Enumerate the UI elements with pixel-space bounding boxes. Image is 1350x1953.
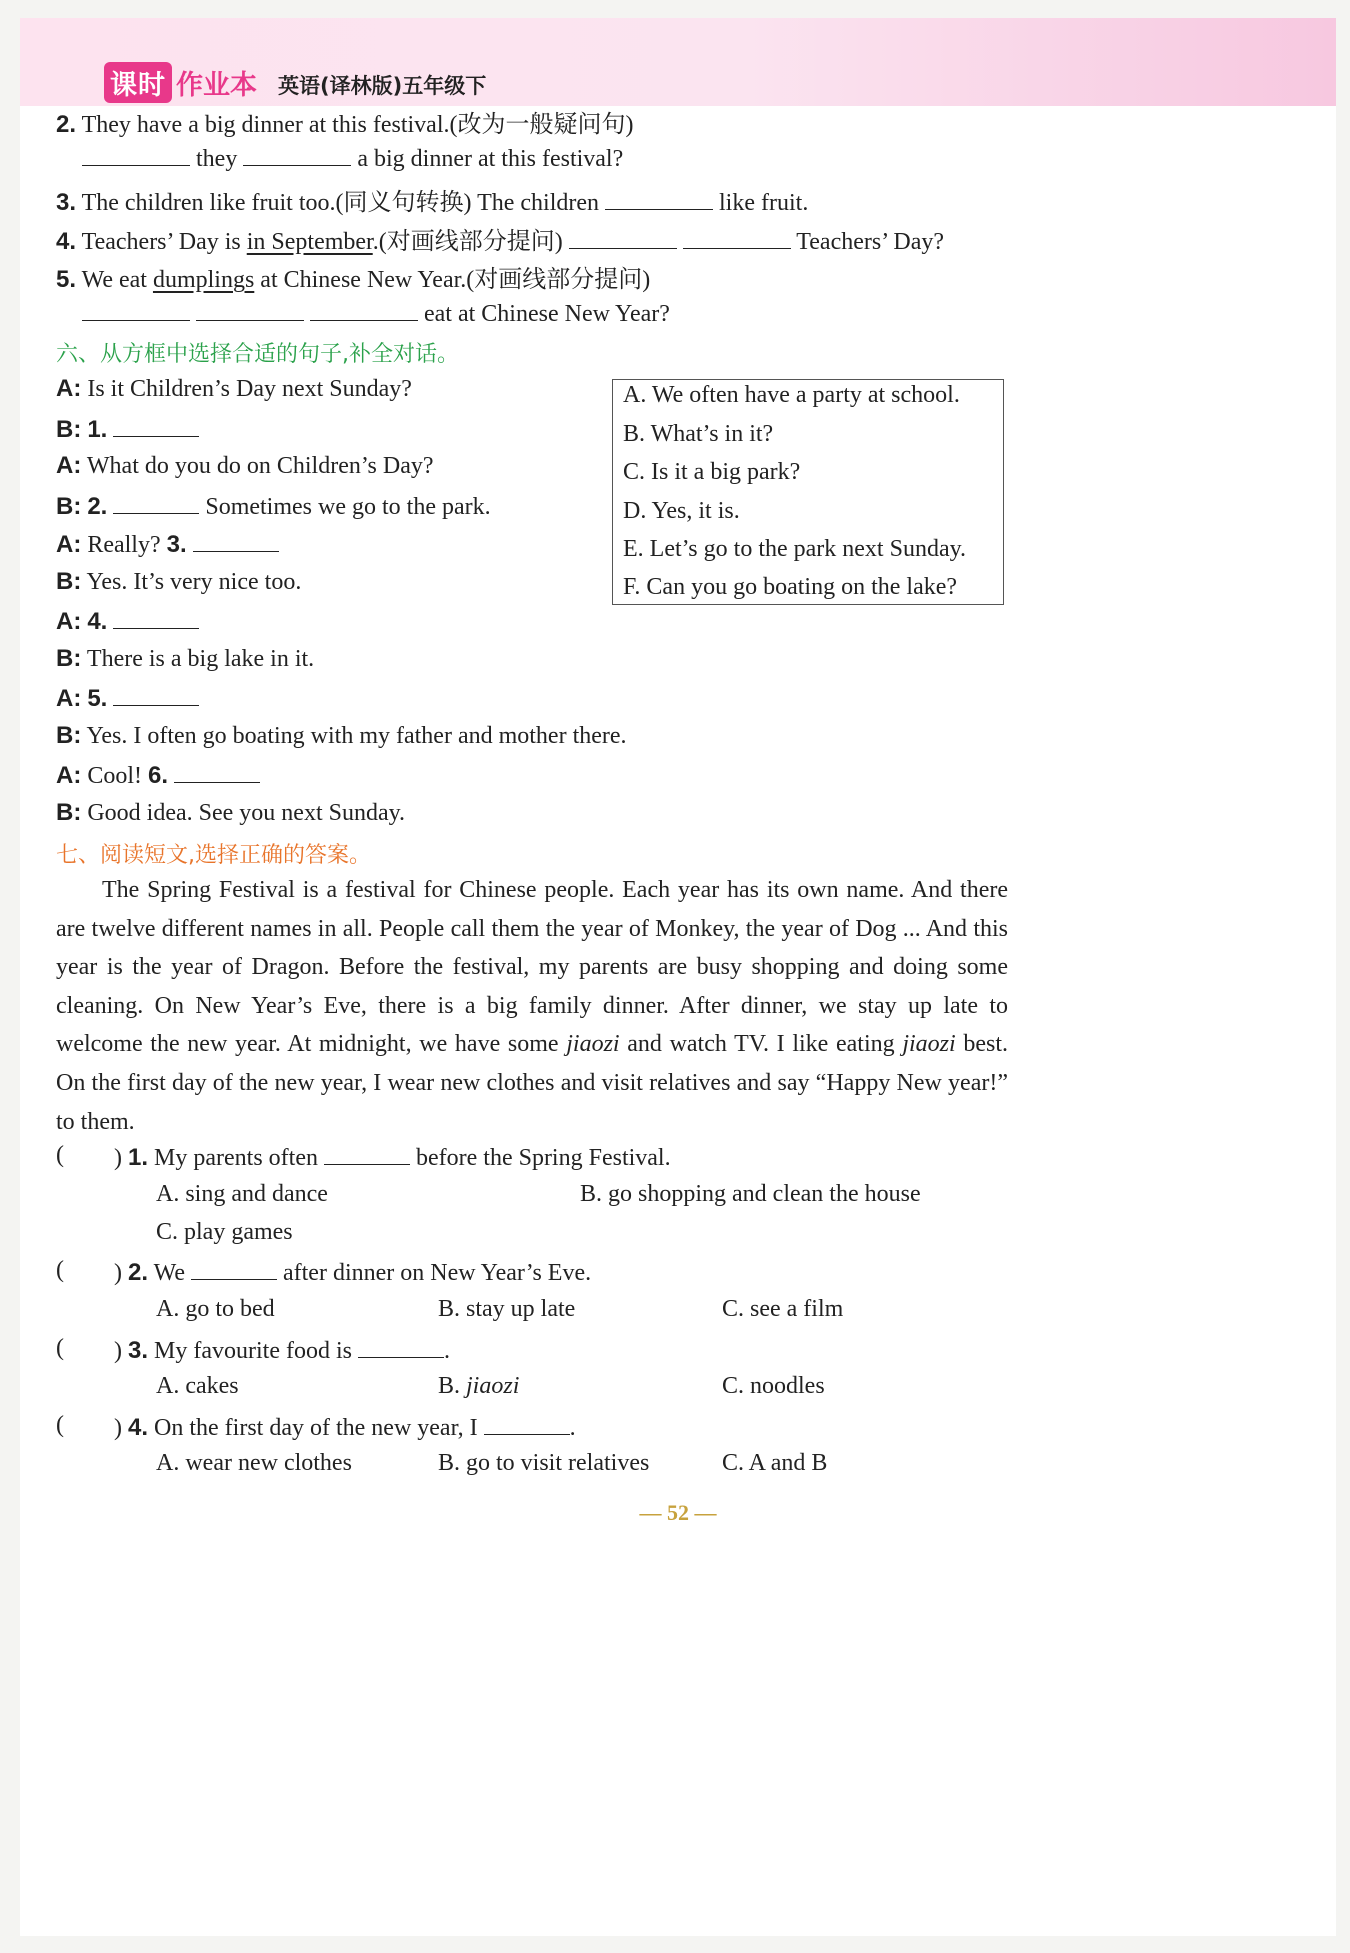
choice-option: B. go shopping and clean the house — [580, 1181, 921, 1207]
passage-text: best. On the first day of the new year, I wear new clothes and visit relatives and say “Happy New year!” to them. — [56, 1031, 1009, 1135]
option-c: C. Is it a big park? — [623, 459, 801, 485]
answer-blank[interactable] — [243, 143, 351, 166]
dialogue-line — [56, 645, 314, 673]
speaker-label: A: — [56, 685, 82, 712]
choice-option: A. go to bed — [156, 1296, 275, 1322]
answer-slot[interactable] — [70, 1144, 110, 1172]
book-title: 英语(译林版)五年级下 — [278, 74, 487, 98]
answer-paren-open: ( — [56, 1257, 64, 1283]
section-7-title: 七、阅读短文,选择正确的答案。 — [56, 843, 371, 868]
section-6-title: 六、从方框中选择合适的句子,补全对话。 — [56, 342, 459, 367]
choice-option: B. jiaozi — [438, 1373, 520, 1399]
dialogue-text: Cool! — [87, 763, 142, 789]
page-number: — 52 — — [639, 1500, 717, 1525]
q5-2-answer-line — [82, 143, 623, 173]
speaker-label: A: — [56, 762, 82, 789]
logo-text: 作业本 — [176, 70, 257, 101]
choice-option: B. stay up late — [438, 1296, 576, 1322]
passage-italic-word: jiaozi — [566, 1031, 620, 1058]
answer-blank[interactable] — [196, 298, 304, 321]
speaker-label: B: — [56, 567, 82, 595]
answer-blank[interactable] — [683, 226, 791, 249]
speaker-label: B: — [56, 798, 82, 826]
dialogue-line — [56, 606, 199, 636]
q5-5-line — [56, 259, 650, 294]
question-stem: . — [569, 1415, 576, 1441]
answer-blank[interactable] — [113, 683, 199, 706]
answer-paren-close: ) — [114, 1145, 122, 1171]
dialogue-text: Good idea. See you next Sunday. — [87, 799, 406, 826]
question-stem: We — [153, 1260, 185, 1286]
question-number: 1. — [128, 1144, 149, 1171]
reading-passage — [56, 871, 1008, 1141]
dialogue-line — [56, 452, 434, 480]
option-e: E. Let’s go to the park next Sunday. — [623, 536, 967, 562]
question-line — [114, 1142, 671, 1172]
choice-option: A. wear new clothes — [156, 1450, 352, 1476]
answer-slot[interactable] — [70, 1337, 110, 1365]
option-a: A. We often have a party at school. — [623, 382, 960, 408]
choice-option: A. cakes — [156, 1373, 239, 1399]
speaker-label: A: — [56, 531, 82, 558]
answer-blank[interactable] — [310, 298, 418, 321]
dialogue-line — [56, 722, 627, 750]
question-line — [114, 1335, 450, 1365]
answer-blank[interactable] — [174, 760, 260, 783]
question-number: 4. — [128, 1414, 149, 1441]
dialogue-line — [56, 799, 405, 827]
q-text: Teachers’ Day is — [81, 229, 241, 255]
blank-number: 3. — [166, 531, 187, 558]
q-number: 4. — [56, 228, 77, 255]
answer-blank[interactable] — [113, 606, 199, 629]
speaker-label: A: — [56, 608, 82, 635]
dialogue-line — [56, 568, 301, 596]
dialogue-line — [56, 683, 199, 713]
answer-paren-open: ( — [56, 1335, 64, 1361]
choice-option: C. A and B — [722, 1450, 828, 1476]
answer-paren-open: ( — [56, 1142, 64, 1168]
dialogue-line — [56, 414, 199, 444]
dialogue-text: There is a big lake in it. — [86, 645, 315, 672]
option-b: B. What’s in it? — [623, 421, 774, 447]
q-number: 3. — [56, 189, 77, 216]
blank-number: 2. — [87, 492, 108, 520]
answer-slot[interactable] — [70, 1414, 110, 1442]
question-stem: before the Spring Festival. — [415, 1145, 671, 1171]
option-d: D. Yes, it is. — [623, 498, 740, 524]
options-box — [612, 379, 1004, 605]
answer-paren-close: ) — [114, 1415, 122, 1441]
choice-option: C. play games — [156, 1219, 293, 1245]
q5-3-line — [56, 182, 808, 217]
q-number: 2. — [56, 111, 77, 138]
blank-number: 5. — [87, 685, 108, 712]
q5-2-line — [56, 104, 633, 139]
q-text: they — [196, 146, 238, 172]
q-text: The children like fruit too.(同义句转换) The children — [81, 190, 600, 216]
q-text: We eat — [81, 267, 147, 293]
choice-option: C. noodles — [722, 1373, 825, 1399]
passage-italic-word: jiaozi — [902, 1031, 956, 1058]
answer-blank[interactable] — [113, 414, 199, 437]
underlined-text: in September — [246, 229, 373, 255]
q-text: eat at Chinese New Year? — [424, 301, 670, 327]
answer-blank[interactable] — [82, 143, 190, 166]
dialogue-text: Yes. I often go boating with my father and mother there. — [86, 722, 627, 749]
choice-option: A. sing and dance — [156, 1181, 328, 1207]
q-number: 5. — [56, 266, 77, 293]
question-number: 2. — [128, 1259, 149, 1286]
q5-4-line — [56, 221, 944, 256]
q-text: at Chinese New Year.(对画线部分提问) — [260, 267, 651, 293]
question-line — [114, 1412, 576, 1442]
answer-blank[interactable] — [324, 1142, 410, 1165]
question-stem: . — [443, 1338, 450, 1364]
logo-box-text: 课时 — [104, 62, 172, 103]
dialogue-text: Sometimes we go to the park. — [205, 493, 491, 520]
dialogue-line — [56, 375, 412, 403]
question-number: 3. — [128, 1337, 149, 1364]
answer-blank[interactable] — [569, 226, 677, 249]
worksheet-page — [20, 18, 1336, 1936]
option-f: F. Can you go boating on the lake? — [623, 574, 958, 600]
passage-text: and watch TV. I like eating — [627, 1031, 895, 1058]
underlined-text: dumplings — [152, 267, 255, 293]
answer-slot[interactable] — [70, 1259, 110, 1287]
dialogue-text: Really? — [87, 532, 161, 558]
dialogue-line — [56, 491, 491, 521]
answer-blank[interactable] — [605, 187, 713, 210]
page-header — [20, 18, 1336, 106]
q-text: like fruit. — [719, 190, 809, 216]
question-stem: My parents often — [154, 1145, 318, 1171]
speaker-label: B: — [56, 644, 82, 672]
answer-blank[interactable] — [113, 491, 199, 514]
question-stem: after dinner on New Year’s Eve. — [282, 1260, 592, 1286]
dialogue-text: What do you do on Children’s Day? — [86, 453, 434, 479]
answer-blank[interactable] — [484, 1412, 570, 1435]
answer-paren-close: ) — [114, 1260, 122, 1286]
blank-number: 4. — [87, 608, 108, 635]
blank-number: 1. — [87, 415, 108, 443]
q-text: They have a big dinner at this festival.(改为一般疑问句) — [81, 112, 634, 138]
dialogue-text: Yes. It’s very nice too. — [86, 568, 302, 595]
dialogue-text: Is it Children’s Day next Sunday? — [87, 376, 412, 402]
q5-5-answer-line — [82, 298, 670, 328]
q-text: Teachers’ Day? — [796, 229, 945, 255]
answer-paren-close: ) — [114, 1338, 122, 1364]
passage-text: The Spring Festival is a festival for Chinese people. Each year has its own name. And there are twelve different names in all. People call them the year of Monkey, the year of Dog ... And this year is the year of Dragon. Before the festival, my parents are busy shopping and doing some cleaning. On New Year’s Eve, there is a big family dinner. After dinner, we stay up late to welcome the new year. At midnight, we have some — [56, 877, 1008, 1058]
answer-blank[interactable] — [82, 298, 190, 321]
speaker-label: B: — [56, 492, 82, 520]
choice-option: C. see a film — [722, 1296, 844, 1322]
answer-blank[interactable] — [358, 1335, 444, 1358]
answer-blank[interactable] — [193, 529, 279, 552]
dialogue-line — [56, 760, 260, 790]
speaker-label: B: — [56, 415, 82, 443]
speaker-label: A: — [56, 375, 82, 402]
question-stem: My favourite food is — [154, 1338, 352, 1364]
answer-paren-open: ( — [56, 1412, 64, 1438]
q-text: .(对画线部分提问) — [372, 229, 563, 255]
brand-logo — [104, 62, 257, 103]
q-text: a big dinner at this festival? — [357, 146, 624, 172]
question-stem: On the first day of the new year, I — [154, 1415, 478, 1441]
speaker-label: B: — [56, 721, 82, 749]
dialogue-line — [56, 529, 279, 559]
speaker-label: A: — [56, 452, 82, 479]
choice-option: B. go to visit relatives — [438, 1450, 650, 1476]
blank-number: 6. — [148, 762, 169, 789]
question-line — [114, 1257, 591, 1287]
answer-blank[interactable] — [191, 1257, 277, 1280]
